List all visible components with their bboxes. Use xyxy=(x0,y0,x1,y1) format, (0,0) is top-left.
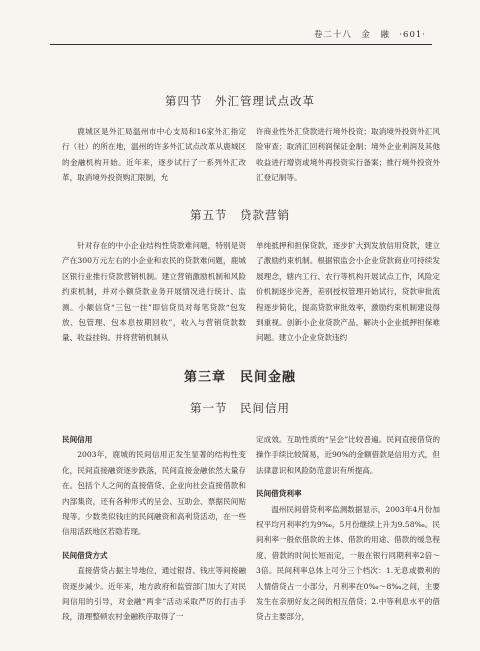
header-rule xyxy=(50,44,432,45)
lending-rates-paragraph: 温州民间借贷利率监测数据显示，2003年4月份加权平均月利率约为9‰，5月份继续上升为9.58‰。民间利率一般依借款的主体、借款的用途、借款的缓急程度、借款的时间长短而定，一般在银行同期利率2倍～3倍。民间利率总体上可分三个档次：1.无息或微利的人情借贷占一小部分，月利率在0‰～8‰之间，主要发生在亲朋好友之间的相互借贷；2.中等利息水平的借贷占主要部分， xyxy=(256,504,440,622)
section-5-left-column xyxy=(62,238,246,346)
subheading-private-credit: 民间信用 xyxy=(62,435,93,444)
section-4-title: 第四节 外汇管理试点改革 xyxy=(165,94,315,108)
section-4-left-paragraph: 鹿城区是外汇局温州市中心支局和16家外汇指定行（社）的所在地，温州的许多外汇试点改革从鹿城区的金融机构开始。近年来，逐步试行了一系列外汇改革，取消境外投资购汇限制，允 xyxy=(62,127,246,183)
section-4-right-column xyxy=(256,124,440,186)
chapter-3-section-1-title: 第一节 民间信用 xyxy=(190,401,290,415)
private-credit-paragraph: 2003年，鹿城的民间信用正发生显著的结构性变化，民间直接融资逐步跌落，民间直接金融依然大量存在。包括个人之间的直接借贷、企业向社会直接借款和内部集资，还有各种形式的呈会、互助会、票据民间贴现等。少数类似钱庄的民间融资和高利贷活动，在一些信用活跃地区若隐若现。 xyxy=(62,450,246,537)
subheading-lending-rates: 民间借贷利率 xyxy=(256,489,302,499)
chapter-3-left-column xyxy=(62,432,246,625)
section-4-left-column xyxy=(62,124,246,186)
section-5-right-paragraph: 单纯抵押和担保贷款，逐步扩大到发放信用贷款，建立了激励约束机制。根据银监会小企业贷款商业可持续发展理念，辖内工行、农行等机构开展试点工作，风险定价机制逐步完善，差别授权管理开始试行，贷款审批流程逐步简化，提高贷款审批效率，激励约束机制建设得到重视。创新小企业贷款产品，解决小企业抵押担保难问题。建立小企业贷款违约 xyxy=(256,241,440,343)
section-5-right-column xyxy=(256,238,440,346)
lending-methods-paragraph: 直接借贷占据主导地位，通过银背、钱庄等间接融资逐步减少。近年来，地方政府和监管部门加大了对民间信用的引导，对金融“两非”活动采取严厉的打击手段，清理整顿农村金融秩序取得了一 xyxy=(62,566,246,622)
running-header: 卷二十八 金 融 ·601· xyxy=(313,30,426,40)
chapter-3-title: 第三章 民间金融 xyxy=(183,370,296,385)
section-4-right-paragraph: 许商业性外汇贷款进行境外投资；取消境外投资外汇风险审查；取消汇回利润保证金制；境外企业利润及其他收益进行增资或境外再投资实行备案；推行境外投资外汇登记制等。 xyxy=(256,127,440,183)
lending-methods-continued: 定成效。互助性质的“呈会”比较普遍。民间直接借贷的操作手续比较简易，近90%的金额借款是信用方式，但法律意识和风险防范意识有所提高。 xyxy=(256,435,440,475)
section-5-title: 第五节 贷款营销 xyxy=(190,208,290,222)
section-5-left-paragraph: 针对存在的中小企业结构性贷款难问题，特别是资产在300万元左右的小企业和农民的贷款难问题，鹿城区银行业推行贷款营销机制。建立营销激励机制和风险约束机制，并对小额贷款业务开展情况进行统计、监测。小额信贷“三包一挂”即信贷员对每笔贷款“包发放、包管理、包本息按期回收”，收入与营销贷款数量、收益挂钩。并将营销机制从 xyxy=(62,241,246,343)
subheading-lending-methods: 民间借贷方式 xyxy=(62,550,108,560)
chapter-3-right-column xyxy=(256,432,440,625)
